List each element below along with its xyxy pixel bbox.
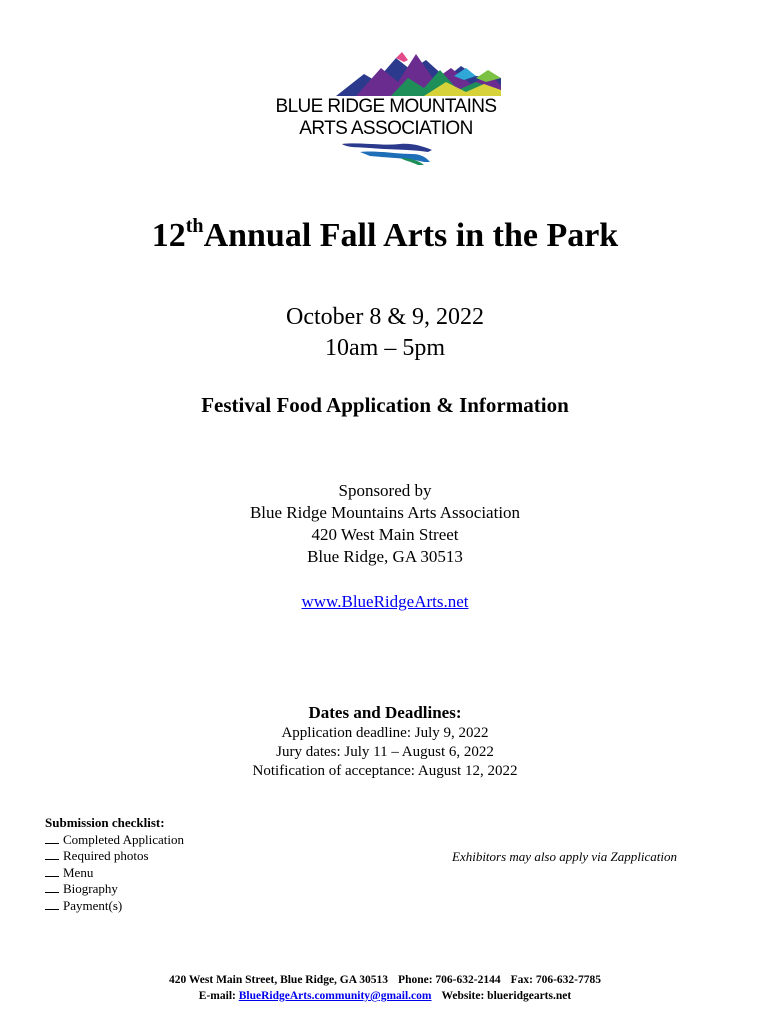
sponsor-street: 420 West Main Street xyxy=(311,525,459,544)
footer-contact-line xyxy=(0,972,770,988)
checklist-item-label: Biography xyxy=(63,881,118,896)
checklist-item xyxy=(45,832,184,849)
checkbox-blank[interactable] xyxy=(45,833,59,844)
event-hours: 10am – 5pm xyxy=(325,335,445,361)
logo-name-line1: BLUE RIDGE MOUNTAINS xyxy=(275,96,497,117)
title-ordinal-suffix: th xyxy=(185,215,204,237)
title-text: Annual Fall Arts in the Park xyxy=(203,217,619,254)
website-line xyxy=(0,591,770,613)
submission-checklist xyxy=(45,815,184,914)
checklist-item-label: Completed Application xyxy=(63,831,184,847)
sponsor-name: Blue Ridge Mountains Arts Association xyxy=(249,503,521,522)
checklist-item xyxy=(45,848,184,865)
checklist-item-label: Menu xyxy=(63,864,94,880)
title-number: 12 xyxy=(151,217,186,254)
notification-date: Notification of acceptance: August 12, 2022 xyxy=(252,763,518,779)
page-title xyxy=(0,214,770,258)
logo-mountains-graphic xyxy=(336,48,501,96)
website-link[interactable]: www.BlueRidgeArts.net xyxy=(301,592,469,611)
checkbox-blank[interactable] xyxy=(45,882,59,893)
footer-email-label: E-mail: xyxy=(198,990,236,1002)
deadlines-heading: Dates and Deadlines: xyxy=(308,703,462,722)
footer-email-link[interactable]: BlueRidgeArts.community@gmail.com xyxy=(238,990,432,1002)
footer-email-line xyxy=(0,988,770,1004)
checkbox-blank[interactable] xyxy=(45,849,59,860)
checklist-item-label: Required photos xyxy=(63,848,149,863)
footer-website: Website: blueridgearts.net xyxy=(441,990,572,1002)
sponsor-label: Sponsored by xyxy=(338,481,432,500)
event-dates: October 8 & 9, 2022 xyxy=(286,304,484,330)
footer-phone: Phone: 706-632-2144 xyxy=(398,974,501,986)
checkbox-blank[interactable] xyxy=(45,899,59,910)
document-subtitle: Festival Food Application & Information xyxy=(201,393,569,417)
footer-fax: Fax: 706-632-7785 xyxy=(510,974,601,986)
jury-dates: Jury dates: July 11 – August 6, 2022 xyxy=(276,744,494,760)
logo-name-line2: ARTS ASSOCIATION xyxy=(299,118,473,139)
checklist-item xyxy=(45,898,184,915)
footer-address: 420 West Main Street, Blue Ridge, GA 30513 xyxy=(169,974,389,986)
checklist-item xyxy=(45,881,184,898)
application-deadline: Application deadline: July 9, 2022 xyxy=(281,725,489,741)
zapplication-note: Exhibitors may also apply via Zapplication xyxy=(452,849,677,864)
checklist-item xyxy=(45,865,184,882)
logo-water-graphic xyxy=(340,140,435,166)
sponsor-city: Blue Ridge, GA 30513 xyxy=(307,547,463,566)
checklist-item-label: Payment(s) xyxy=(63,897,123,913)
checkbox-blank[interactable] xyxy=(45,866,59,877)
checklist-heading: Submission checklist: xyxy=(45,815,165,830)
